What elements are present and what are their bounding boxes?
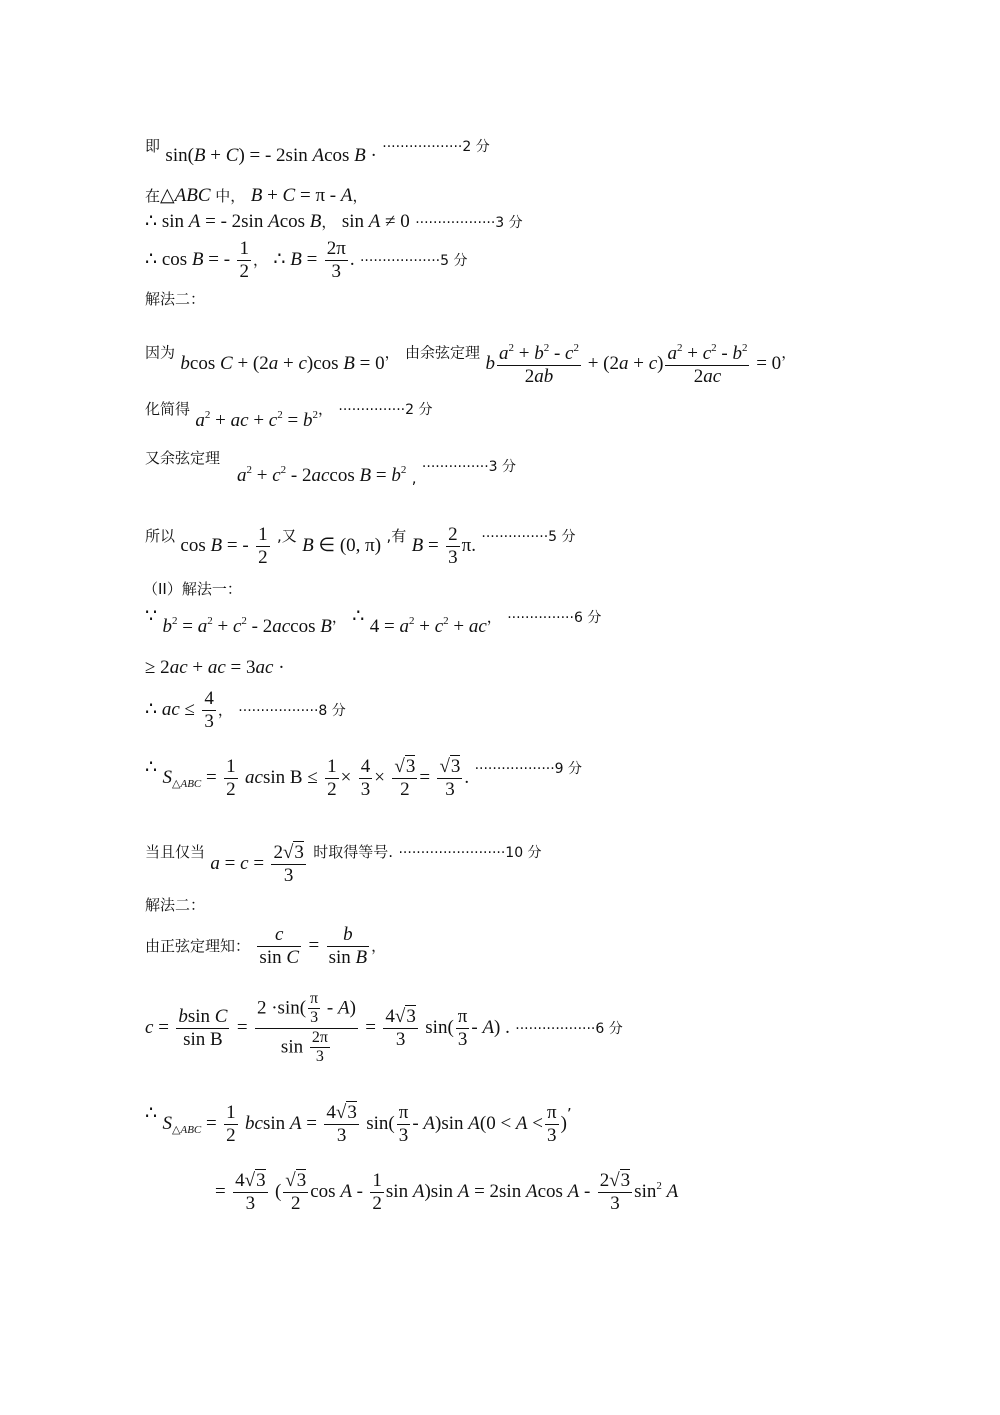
- line-5: 因为 bcos C + (2a + c)cos B = 0， 由余弦定理 b $\frac{a^2 + b^2 - c^2}{2ab}$ + (2a + c) $\frac{a^2 + c^2 - b^2}{2ac}$ = 0，: [145, 342, 797, 387]
- points-3b: ···············3 分: [421, 459, 517, 475]
- line-9: ∵ $b^2 = a^2 + c^2 - 2accos$ B， ∴ $4 = a^2 + c^2$ + ac， ···············6 分: [145, 606, 602, 637]
- line-3: ∴ sin A = - 2sin Acos B， sin A ≠ 0 ··················3 分: [145, 211, 523, 232]
- line-11: ∴ ac ≤ $\frac{4}{3}$ ， ··················8 分: [145, 688, 346, 732]
- line-13: 当且仅当 a = c = $\frac{2√3}{3}$ 时取得等号. ························10 分: [145, 842, 542, 886]
- points-6: ···············6 分: [507, 610, 602, 626]
- line-7: 又余弦定理 $a^2 + c^2 - 2accos$ $B = b^2$ , $^{\cdot\cdot\cdot\cdot\cdot\cdot\cdot\cdot\cdot\cdot\cdot\cdot\cdot\cdot\cdot 3 分}$: [145, 449, 517, 487]
- line-16: ∴ $S_{\triangle ABC}$ = $\frac{1}{2}$ bcsin A = $\frac{4√3}{3}$ sin( $\frac{\pi}{3}$ - A)sin A(0 < A < $\frac{\pi}{3}$ )’: [145, 1102, 572, 1146]
- line-1: 即 sin(B + C) = - 2sin Acos B · ··················2 分: [145, 137, 490, 166]
- line-4: ∴ cos B = - $\frac{1}{2}$ ， ∴ B = $\frac{2\pi}{3}$ . ··················5 分: [145, 238, 468, 282]
- heading-method-2b: 解法二：: [145, 896, 206, 914]
- line-6: 化简得 $a^2$ + ac + $c^2 = b^2$， ···············2 分: [145, 400, 433, 431]
- points-3: ··················3 分: [415, 215, 523, 231]
- points-5: ··················5 分: [359, 252, 468, 269]
- points-9: ··················9 分: [474, 760, 583, 777]
- line-8: 所以 cos B = - $\frac{1}{2}$ ,又 B ∈ (0, π) ,有 B = $\frac{2}{3}$ π. ···············5 分: [145, 524, 576, 568]
- line-12: ∴ $S_{\triangle ABC}$ = $\frac{1}{2}$ acsin B ≤ $\frac{1}{2}$ × $\frac{4}{3}$ × $\frac{√3}{2}$ = $\frac{√3}{3}$ . ··················9 分: [145, 756, 583, 800]
- points-2: ··················2 分: [382, 139, 490, 155]
- line-2: 在△ABC 中， B + C = π - A，: [145, 185, 368, 206]
- line-14: 由正弦定理知： $\frac{c}{\text{sin C}}$ = $\frac{b}{\text{sin B}}$ ，: [145, 924, 387, 968]
- points-5b: ···············5 分: [481, 528, 576, 545]
- points-2b: ···············2 分: [338, 402, 433, 418]
- heading-part-2: （II）解法一：: [143, 580, 242, 598]
- points-10: ························10 分: [398, 844, 542, 861]
- line-15: c = $\frac{\text{bsin C}}{\text{sin B}}$ = 2 ·sin( $\frac{\pi}{3}$ - A) sin $\frac{2\pi}{3}$ = $\frac{4√3}{3}$ sin( $\frac{\pi}{3}$ - A) . ··················6 分: [145, 990, 623, 1066]
- line-17: = $\frac{4√3}{3}$ ( $\frac{√3}{2}$ cos A - $\frac{1}{2}$ sin A)sin A = 2sin Acos A - $\frac{2√3}{3}$ $\sin^2 A$: [215, 1170, 679, 1214]
- points-8: ··················8 分: [238, 702, 346, 719]
- line-10: ≥ 2ac + ac = 3ac ·: [145, 657, 285, 678]
- points-6b: ··················6 分: [515, 1020, 623, 1037]
- heading-method-2: 解法二：: [145, 290, 206, 308]
